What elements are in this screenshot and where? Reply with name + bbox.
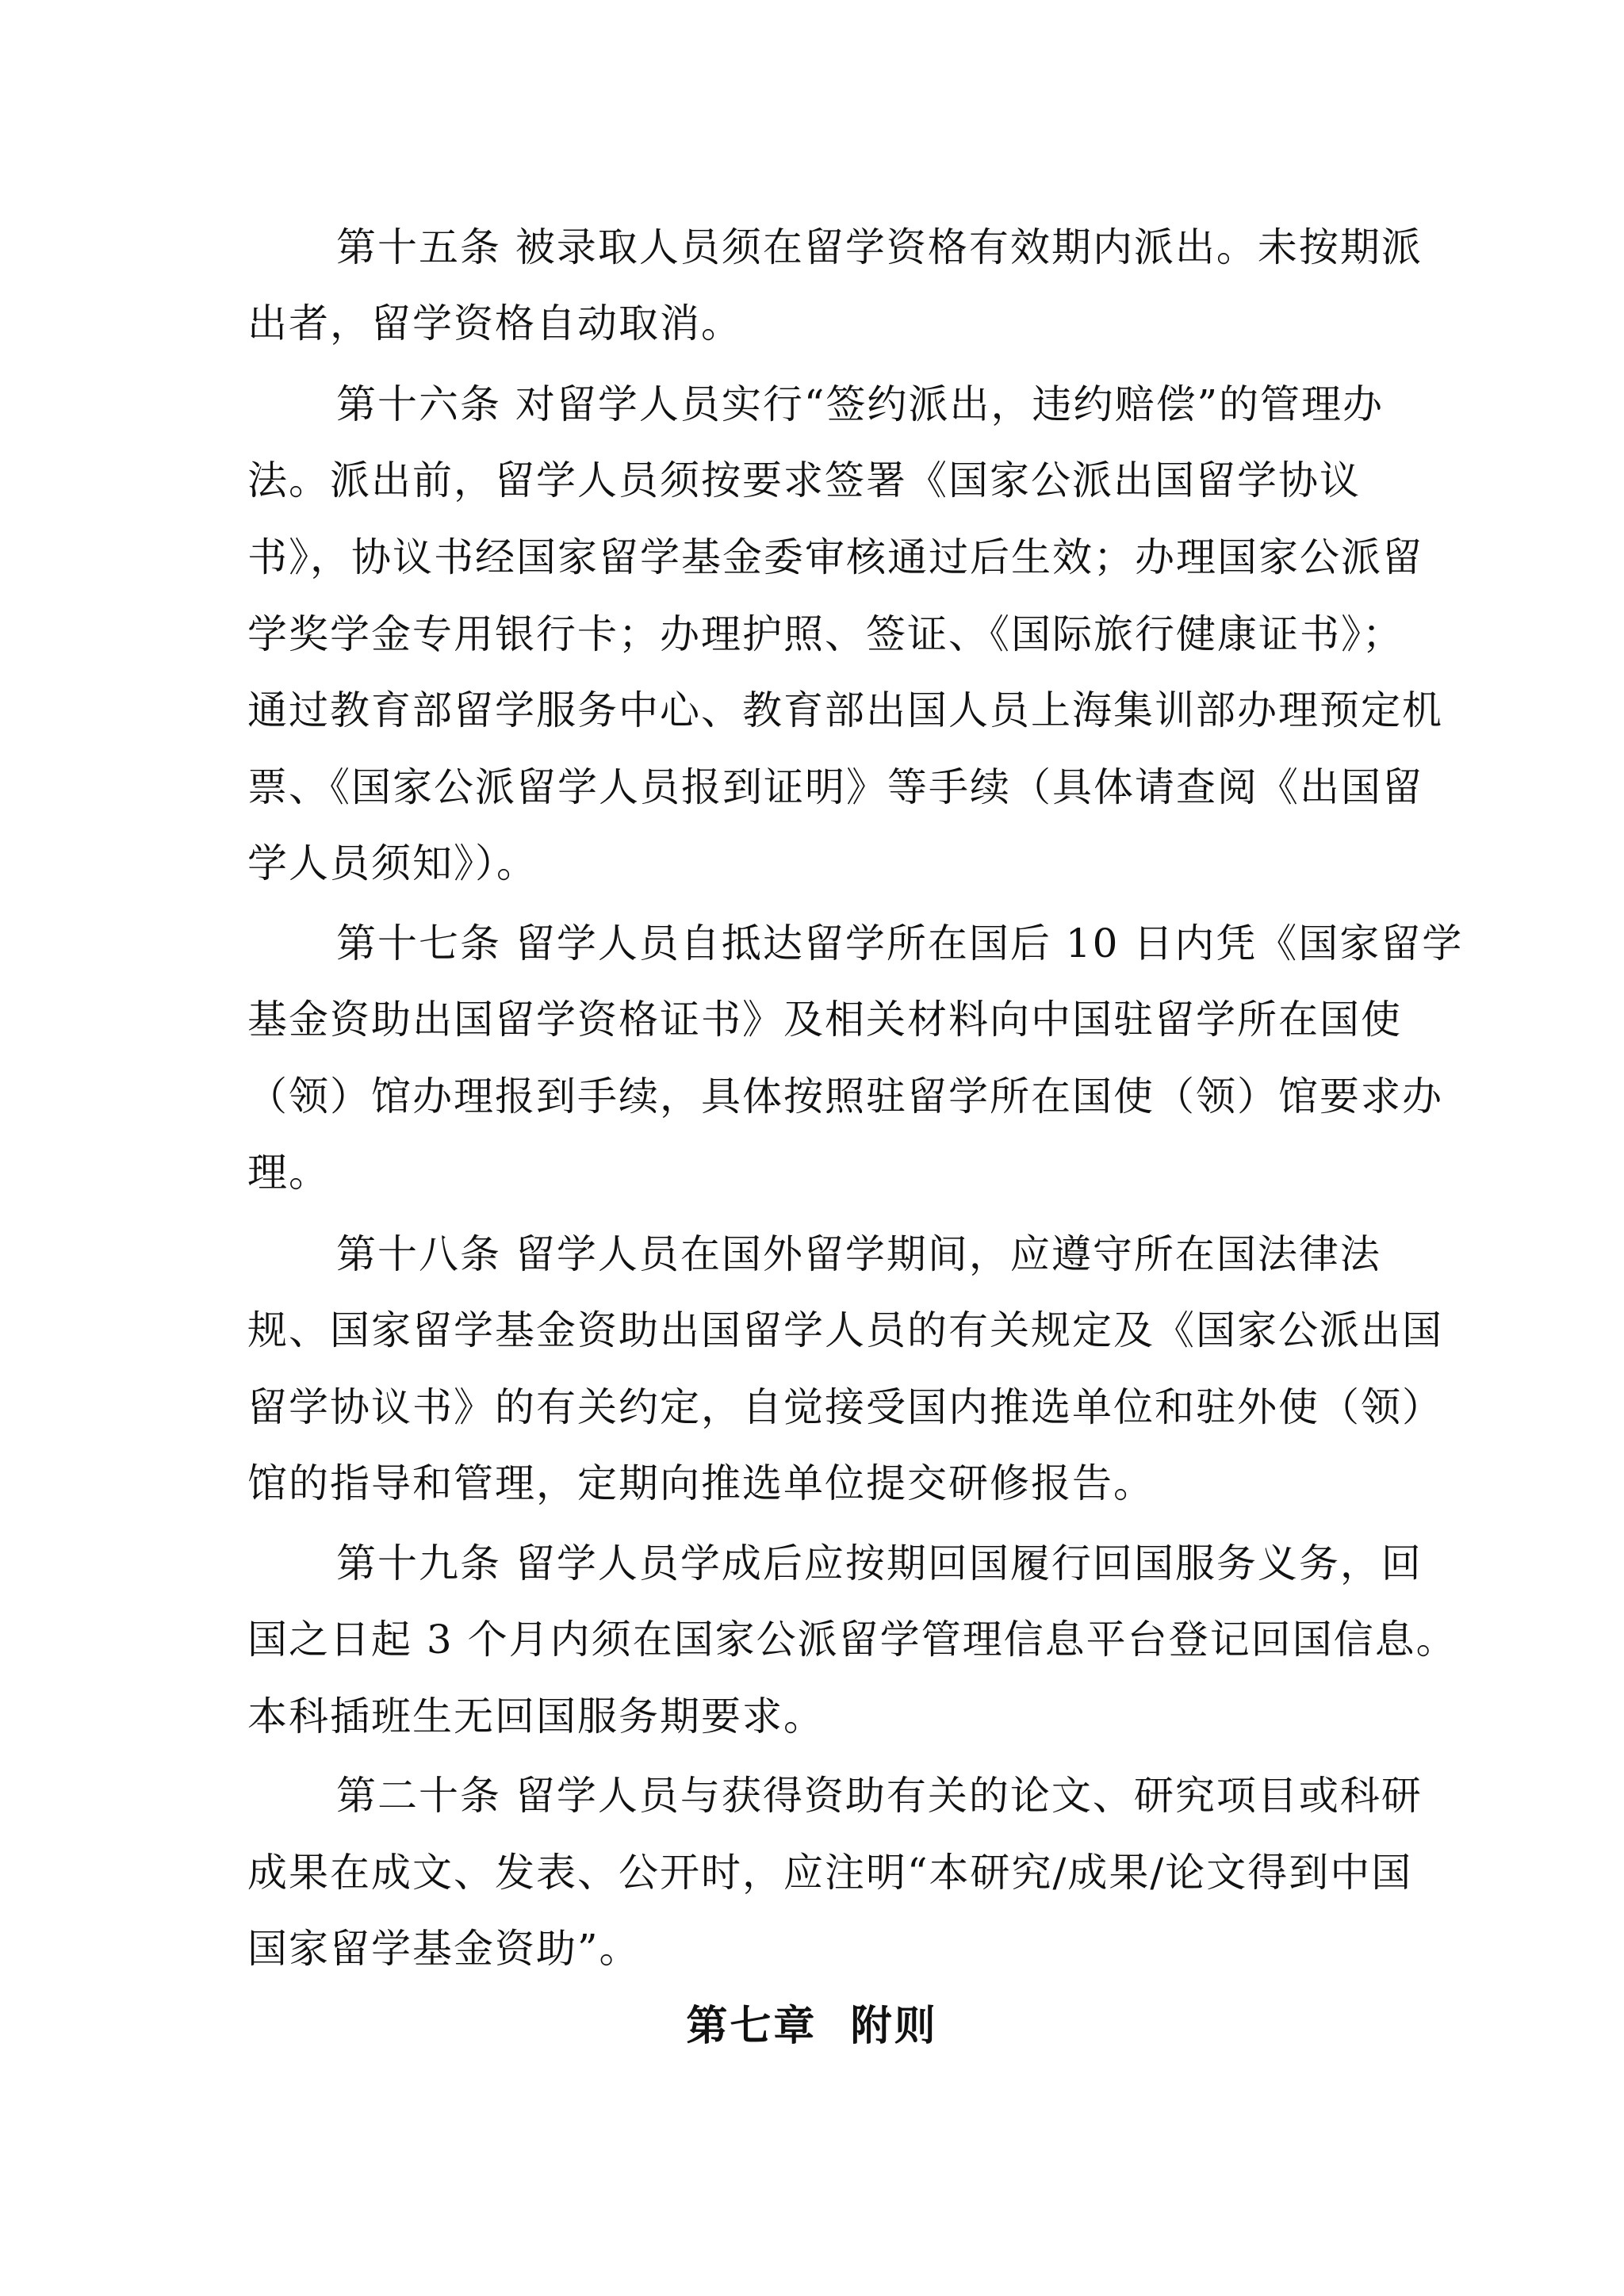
article-20-line-1: 第二十条 留学人员与获得资助有关的论文、研究项目或科研 [336,1773,1423,1819]
article-18-line-4: 馆的指导和管理，定期向推选单位提交研修报告。 [247,1460,1155,1506]
article-16-line-2: 法。派出前，留学人员须按要求签署《国家公派出国留学协议 [247,457,1361,503]
article-19-line-3: 本科插班生无回国服务期要求。 [247,1693,825,1739]
article-17-line-2: 基金资助出国留学资格证书》及相关材料向中国驻留学所在国使 [247,997,1402,1043]
article-19-line-2: 国之日起 3 个月内须在国家公派留学管理信息平台登记回国信息。 [247,1617,1457,1663]
chapter-heading: 第七章 附则 [686,2002,938,2050]
article-16-line-4: 学奖学金专用银行卡；办理护照、签证、《国际旅行健康证书》； [247,611,1404,657]
article-20-line-3: 国家留学基金资助”。 [247,1926,641,1972]
article-16-line-3: 书》，协议书经国家留学基金委审核通过后生效；办理国家公派留 [247,534,1423,580]
article-17-line-1: 第十七条 留学人员自抵达留学所在国后 10 日内凭《国家留学 [336,920,1464,966]
article-16-line-5: 通过教育部留学服务中心、教育部出国人员上海集训部办理预定机 [247,687,1443,733]
article-17-line-3: （领）馆办理报到手续，具体按照驻留学所在国使（领）馆要求办 [247,1073,1443,1119]
article-18-line-1: 第十八条 留学人员在国外留学期间，应遵守所在国法律法 [336,1231,1381,1277]
article-19-line-1: 第十九条 留学人员学成后应按期回国履行回国服务义务，回 [336,1540,1423,1586]
article-17-line-4: 理。 [247,1150,330,1196]
article-16-line-1: 第十六条 对留学人员实行“签约派出，违约赔偿”的管理办 [336,381,1385,427]
article-18-line-3: 留学协议书》的有关约定，自觉接受国内推选单位和驻外使（领） [247,1384,1443,1430]
article-18-line-2: 规、国家留学基金资助出国留学人员的有关规定及《国家公派出国 [247,1307,1443,1353]
article-16-line-7: 学人员须知》）。 [247,840,538,886]
article-20-line-2: 成果在成文、发表、公开时，应注明“本研究/成果/论文得到中国 [247,1850,1413,1896]
article-15-line-2: 出者，留学资格自动取消。 [247,300,742,346]
article-15-line-1: 第十五条 被录取人员须在留学资格有效期内派出。未按期派 [336,224,1423,270]
article-16-line-6: 票、《国家公派留学人员报到证明》等手续（具体请查阅《出国留 [247,764,1423,810]
